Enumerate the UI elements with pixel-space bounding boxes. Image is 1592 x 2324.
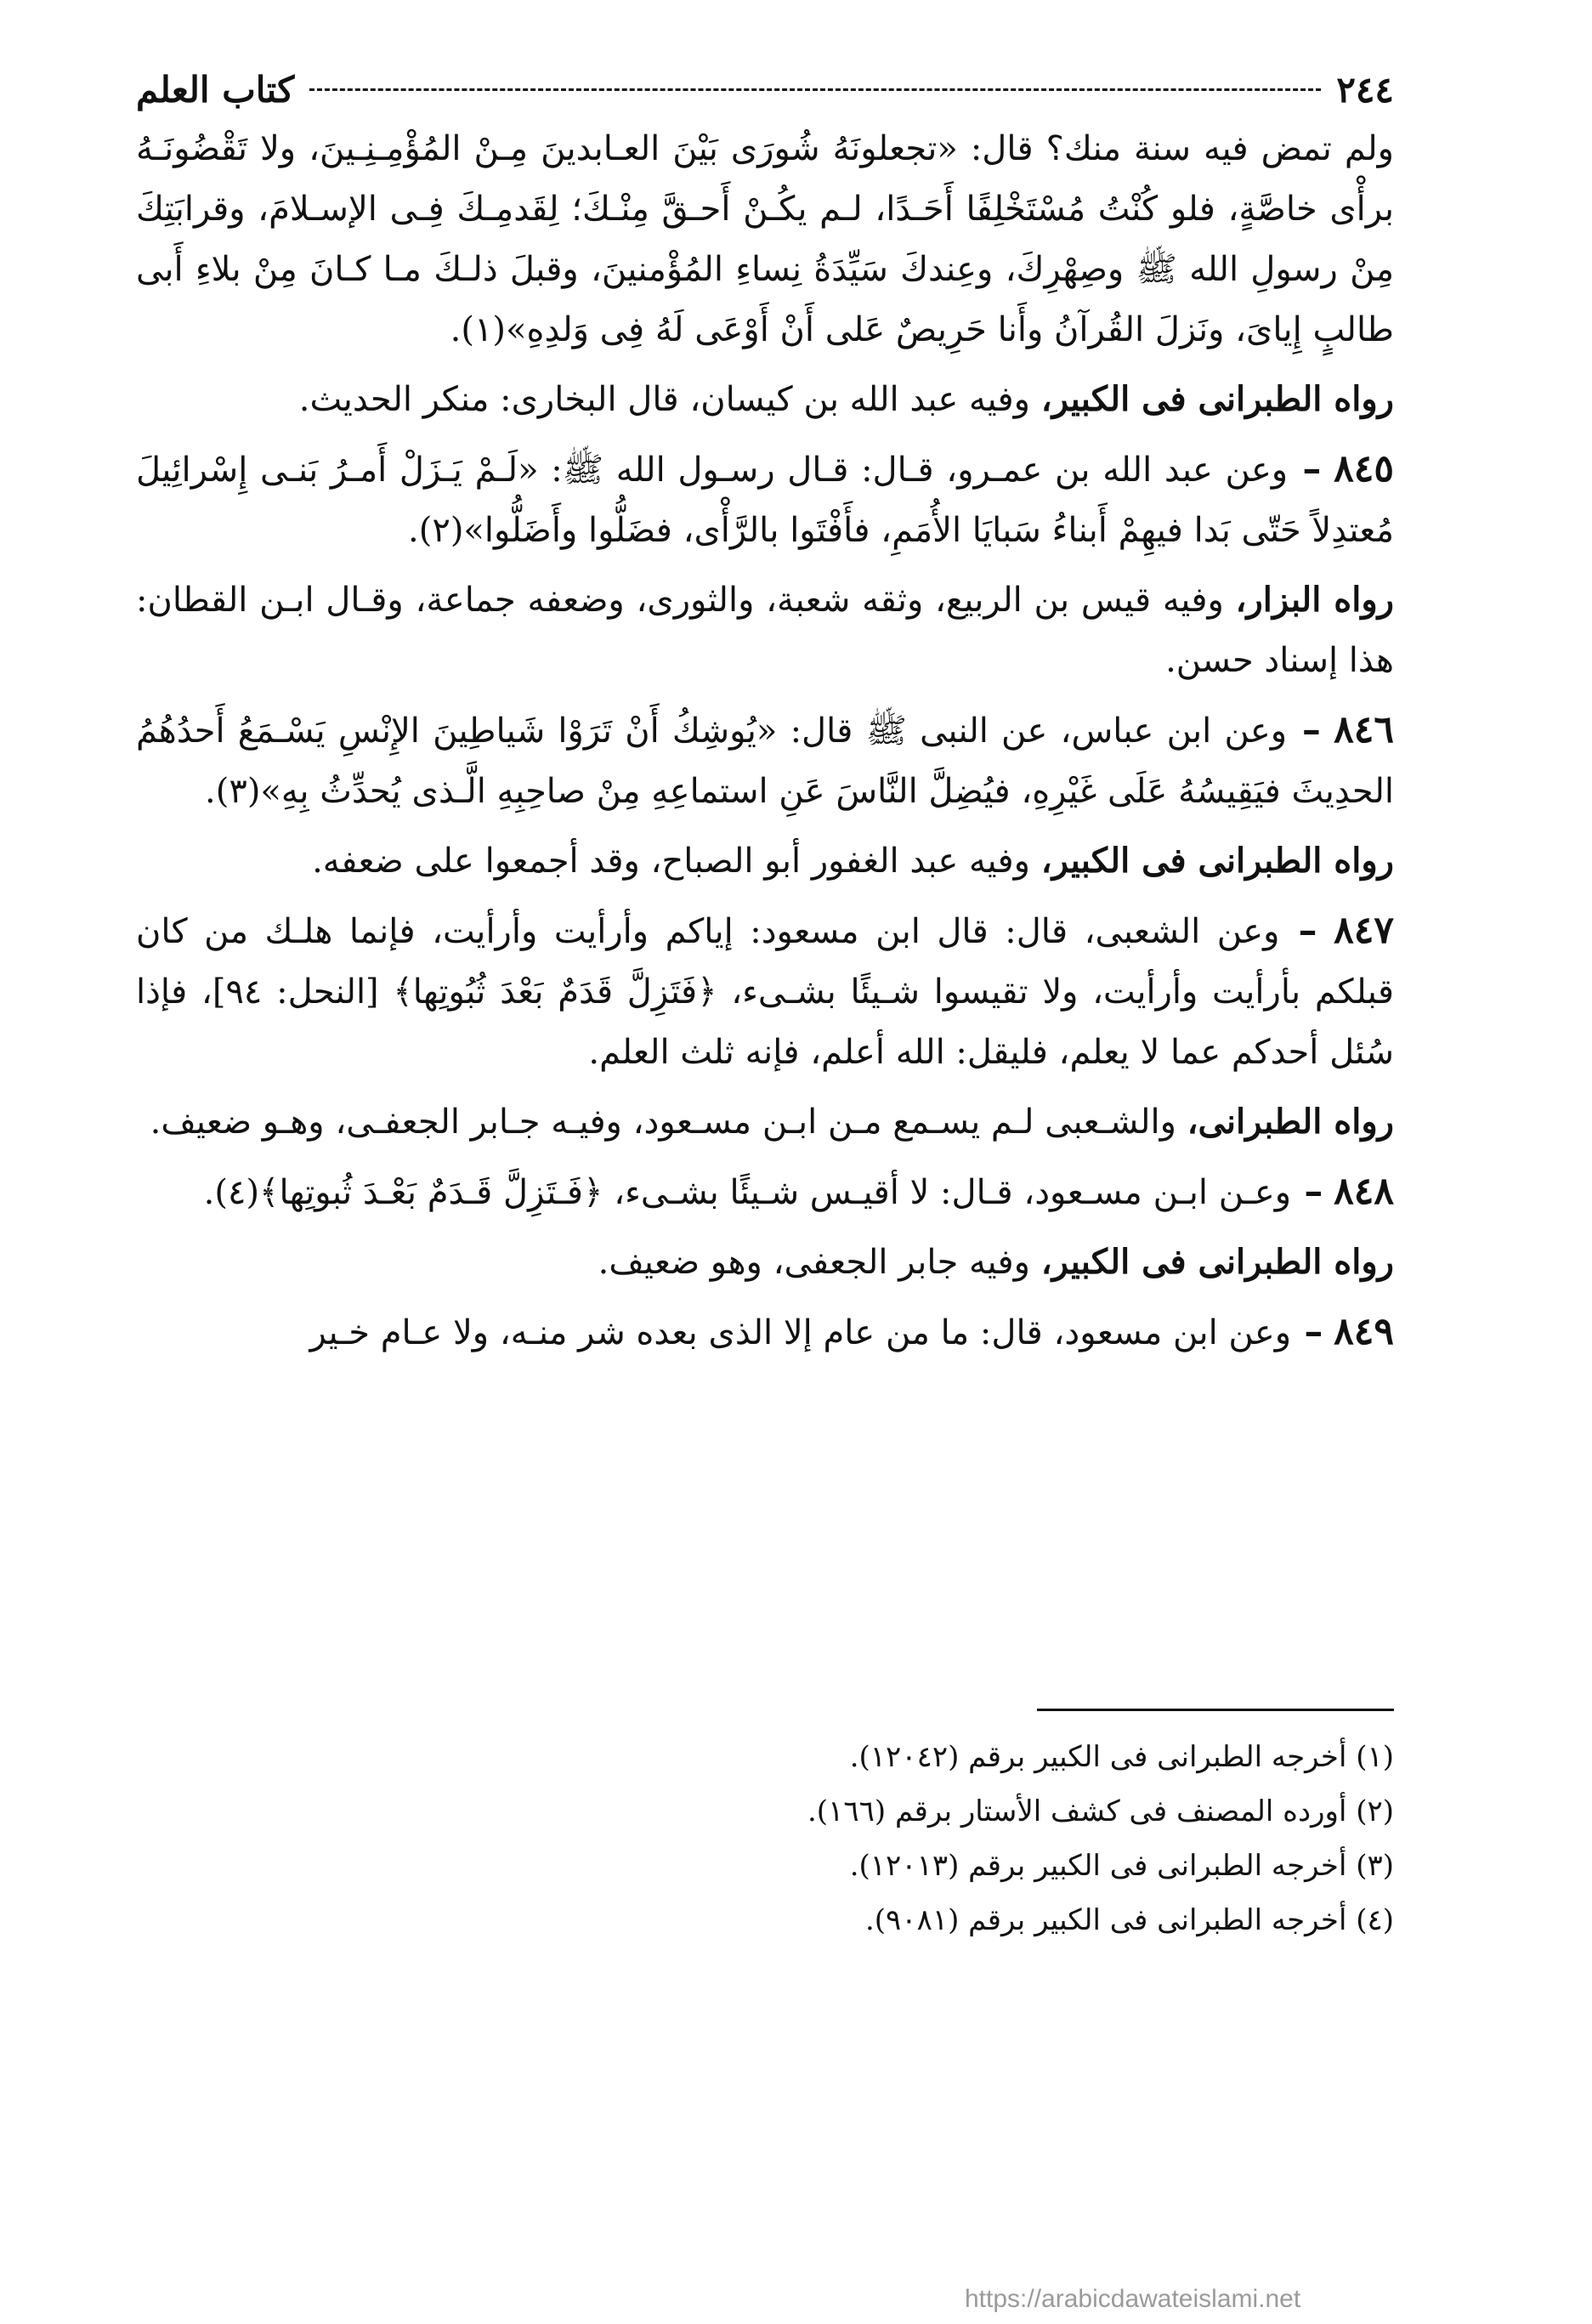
- hadith-text: وعن عبد الله بن عمـرو، قـال: قـال رسـول الله ﷺ: «لَـمْ يَـزَلْ أَمـرُ بَنـى إِسْرائِيلَ مُعتدِلاً حَتّى بَدا فيهِمْ أَبناءُ سَبايَا الأُمَمِ، فأَفْتَوا بالرَّأْى، فضَلُّوا وأَضَلُّوا»(٢).: [136, 451, 1394, 550]
- footnote-3: (٣) أخرجه الطبرانى فى الكبير برقم (١٢٠١٣).: [849, 1849, 1394, 1883]
- source-text: والشـعبى لـم يسـمع مـن ابـن مسـعود، وفيـه جـابر الجعفـى، وهـو ضعيف.: [150, 1102, 1187, 1142]
- page-number: ٢٤٤: [1336, 68, 1394, 111]
- paragraph-continuation: [136, 119, 1394, 360]
- footnote-1: (١) أخرجه الطبرانى فى الكبير برقم (١٢٠٤٢).: [849, 1740, 1394, 1774]
- page-header: [136, 60, 1394, 119]
- source-lead: رواه الطبرانى فى الكبير،: [1040, 1242, 1394, 1282]
- source-note: [136, 1232, 1394, 1293]
- main-text: [136, 60, 1394, 1363]
- hadith-number: ٨٤٥: [1334, 447, 1394, 490]
- hadith-text: وعن ابن مسعود، قال: ما من عام إلا الذى بعده شر منـه، ولا عـام خـير: [309, 1313, 1292, 1352]
- hadith-entry: [136, 1301, 1394, 1363]
- footnote-2: (٢) أورده المصنف فى كشف الأستار برقم (١٦٦).: [807, 1794, 1394, 1828]
- hadith-dash: –: [1291, 1170, 1323, 1213]
- source-lead: رواه الطبرانى فى الكبير،: [1040, 379, 1394, 419]
- source-note: [136, 369, 1394, 430]
- hadith-entry: [136, 439, 1394, 561]
- footnote-rule: [1037, 1709, 1394, 1711]
- source-note: [136, 830, 1394, 892]
- hadith-dash: –: [1288, 447, 1322, 490]
- source-note: [136, 1091, 1394, 1153]
- book-title: كتاب العلم: [136, 68, 295, 111]
- hadith-dash: –: [1279, 909, 1317, 952]
- footnote-4: (٤) أخرجه الطبرانى فى الكبير برقم (٩٠٨١).: [864, 1903, 1394, 1937]
- hadith-entry: [136, 700, 1394, 822]
- paragraph-text: ولم تمض فيه سنة منك؟ قال: «تجعلونَهُ شُورَى بَيْنَ العـابدينَ مِـنْ المُؤْمِـنِـينَ، ولا تَقْضُونَـهُ برأْى خاصَّةٍ، فلو كُنْتُ مُسْتَخْلِفًا أَحَـدًا، لـم يكُـنْ أَحـقَّ مِنْـكَ؛ لِقَدمِـكَ فِـى الإسـلامَ، وقرابَتِكَ مِنْ رسولِ الله ﷺ وصِهْرِكَ، وعِندكَ سَيِّدَةُ نِساءِ المُؤْمنينَ، وقبلَ ذلـكَ مـا كـانَ مِنْ بلاءِ أَبى طالبٍ إِيایَ، ونَزلَ القُرآنُ وأَنا حَرِيصٌ عَلى أَنْ أَوْعَى لَهُ فِى وَلدِهِ»(١).: [136, 129, 1395, 349]
- source-text: وفيه عبد الله بن كيسان، قال البخارى: منكر الحديث.: [298, 380, 1041, 419]
- hadith-entry: [136, 900, 1394, 1083]
- hadith-dash: –: [1291, 1310, 1323, 1353]
- hadith-number: ٨٤٨: [1334, 1170, 1394, 1213]
- hadith-number: ٨٤٧: [1334, 909, 1394, 952]
- hadith-number: ٨٤٦: [1334, 708, 1394, 751]
- source-text: وفيه عبد الغفور أبو الصباح، وقد أجمعوا على ضعفه.: [312, 842, 1041, 881]
- hadith-dash: –: [1287, 708, 1321, 751]
- hadith-text: وعن الشعبى، قال: قال ابن مسعود: إياكم وأرأيت وأرأيت، فإنما هلـك من كان قبلكم بأرأيت وأرأيت، ولا تقيسوا شـيئًا بشـىء، ﴿فَتَزِلَّ قَدَمٌ بَعْدَ ثُبُوتِها﴾ [النحل: ٩٤]، فإذا سُئل أحدكم عما لا يعلم، فليقل: الله أعلم، فإنه ثلث العلم.: [136, 912, 1394, 1072]
- source-lead: رواه الطبرانى فى الكبير،: [1040, 841, 1394, 881]
- hadith-entry: [136, 1161, 1394, 1223]
- header-rule: [309, 88, 1321, 91]
- hadith-text: وعن ابن عباس، عن النبى ﷺ قال: «يُوشِكُ أَنْ تَرَوْا شَياطِينَ الإِنْسِ يَسْـمَعُ أَحدُهُمُ الحدِيثَ فيَقِيسُهُ عَلَى غَيْرِهِ، فيُضِلَّ النَّاسَ عَنِ استماعِهِ مِنْ صاحِبِهِ الَّـذى يُحدِّثُ بِهِ»(٣).: [136, 711, 1394, 811]
- hadith-text: وعـن ابـن مسـعود، قـال: لا أقيـس شـيئًا بشـىء، ﴿فَـتَزِلَّ قَـدَمٌ بَعْـدَ ثُبوتِها﴾(٤).: [203, 1173, 1292, 1212]
- source-text: وفيه جابر الجعفى، وهو ضعيف.: [598, 1243, 1041, 1282]
- source-lead: رواه الطبرانى،: [1187, 1102, 1394, 1142]
- watermark-url: https://arabicdawateislami.net: [965, 2285, 1301, 2313]
- source-text: وفيه قيس بن الربيع، وثقه شعبة، والثورى، وضعفه جماعة، وقـال ابـن القطان: هذا إسناد حسن.: [136, 581, 1394, 680]
- source-note: [136, 570, 1394, 691]
- hadith-number: ٨٤٩: [1334, 1310, 1394, 1353]
- footnotes: [136, 1709, 1394, 1947]
- source-lead: رواه البزار،: [1235, 580, 1394, 620]
